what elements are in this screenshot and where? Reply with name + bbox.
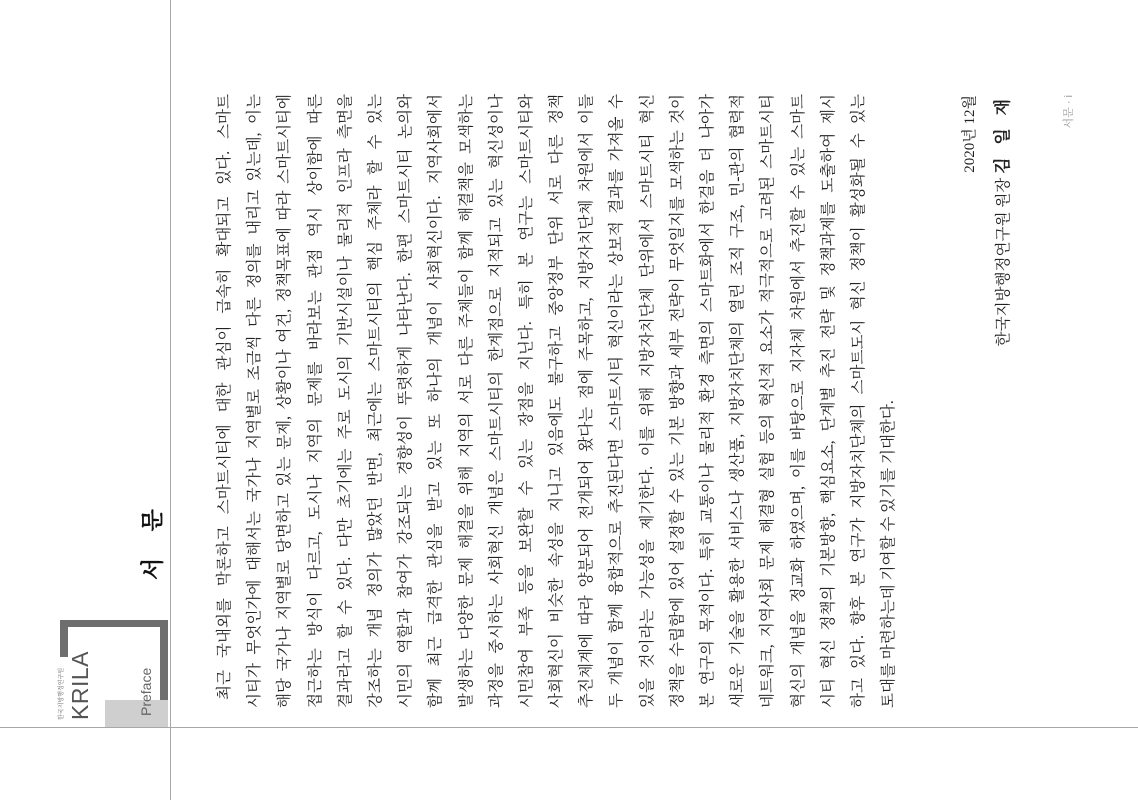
body-line: 토대를 마련하는데 기여할 수 있기를 기대한다. (880, 400, 898, 708)
closing-date: 2020년 12월 (962, 95, 978, 173)
preface-body (214, 94, 908, 708)
body-line: 시티 혁신 정책의 기본방향, 핵심요소, 단계별 추진 전략 및 정책과제를 도출하여 제시 (819, 94, 837, 708)
body-line: 네트워크, 지역사회 문제 해결형 실험 등의 혁신적 요소가 적극적으로 고려된 스마트시티 (759, 94, 777, 708)
body-line: 혁신의 개념을 정교화 하였으며, 이를 바탕으로 지자체 차원에서 추진할 수 있는 스마트 (789, 94, 807, 708)
signer-name: 김 일 재 (993, 95, 1012, 174)
body-line: 정책을 수립함에 있어 설정할 수 있는 기본 방향과 세부 전략이 무엇일지를 모색하는 것이 (668, 94, 686, 708)
body-line: 결과라고 할 수 있다. 다만 초기에는 주로 도시의 기반시설이나 물리적 인프라 측면을 (336, 94, 354, 708)
margin-divider (0, 727, 1138, 728)
section-label-en: Preface (138, 667, 154, 716)
body-line: 하고 있다. 향후 본 연구가 지방자치단체의 스마트도시 혁신 정책이 활성화될 수 있는 (849, 94, 867, 708)
body-line: 해당 국가나 지역별로 당면하고 있는 문제, 상황이나 여건, 정책목표에 따라 스마트시티에 (276, 94, 294, 708)
body-line: 접근하는 방식이 다르고, 도시나 지역의 문제를 바라보는 관점 역시 상이함에 따른 (306, 94, 324, 708)
body-line: 최근 국내외를 막론하고 스마트시티에 대한 관심이 급속히 확대되고 있다. 스마트 (216, 94, 233, 700)
header-divider (170, 0, 171, 800)
body-line: 있을 것이라는 가능성을 제기한다. 이를 위해 지방자치단체 단위에서 스마트시티 혁신 (638, 94, 656, 708)
bracket-block-light (105, 700, 168, 727)
body-line: 본 연구의 목적이다. 특히 교통이나 물리적 환경 측면의 스마트화에서 한걸음 더 나아가 (699, 94, 716, 708)
bracket-bar-right (160, 620, 168, 700)
body-line: 시민의 역할과 참여가 강조되는 경향성이 뚜렷하게 나타난다. 한편 스마트시티 논의와 (397, 94, 415, 708)
body-line: 함께 최근 급격한 관심을 받고 있는 또 하나의 개념이 사회혁신이다. 지역사회에서 (427, 94, 445, 708)
body-line: 사회혁신이 비슷한 속성을 지니고 있음에도 불구하고 중앙정부 단위 서로 다른 정책 (548, 94, 566, 708)
org-name-small: 한국지방행정연구원 (59, 667, 65, 720)
body-line: 발생하는 다양한 문제 해결을 위해 지역의 서로 다른 주체들이 함께 해결책을 모색하는 (457, 94, 475, 708)
signer-title: 한국지방행정연구원 원장 (995, 177, 1012, 347)
body-line: 시민참여 부족 등을 보완할 수 있는 장점을 지닌다. 특히 본 연구는 스마트시티와 (517, 94, 535, 708)
krila-logo: KRILA (67, 651, 93, 720)
body-line: 과정을 중시하는 사회혁신 개념은 스마트시티의 한계점으로 지적되고 있는 혁신성이나 (487, 94, 505, 708)
body-line: 시티가 무엇인가에 대해서는 국가나 지역별로 조금씩 다른 정의를 내리고 있는데, 이는 (246, 94, 264, 708)
signature (988, 95, 1013, 346)
page-number: 서문 · i (1063, 95, 1075, 129)
page-title: 서 문 (139, 499, 165, 580)
bracket-bar-top (60, 620, 168, 627)
body-line: 두 개념이 함께 융합적으로 추진된다면 스마트시티 혁신이라는 상보적 결과를 가져올 수 (608, 94, 626, 708)
body-line: 강조하는 개념 정의가 많았던 반면, 최근에는 스마트시티의 핵심 주체라 할 수 있는 (366, 94, 384, 708)
body-line: 새로운 기술을 활용한 서비스나 생산품, 지방자치단체의 열린 조직 구조, 민-관의 협력적 (729, 94, 747, 708)
body-line: 추진체계에 따라 양분되어 전개되어 왔다는 점에 주목하고, 지방자치단체 차원에서 이들 (578, 94, 596, 708)
